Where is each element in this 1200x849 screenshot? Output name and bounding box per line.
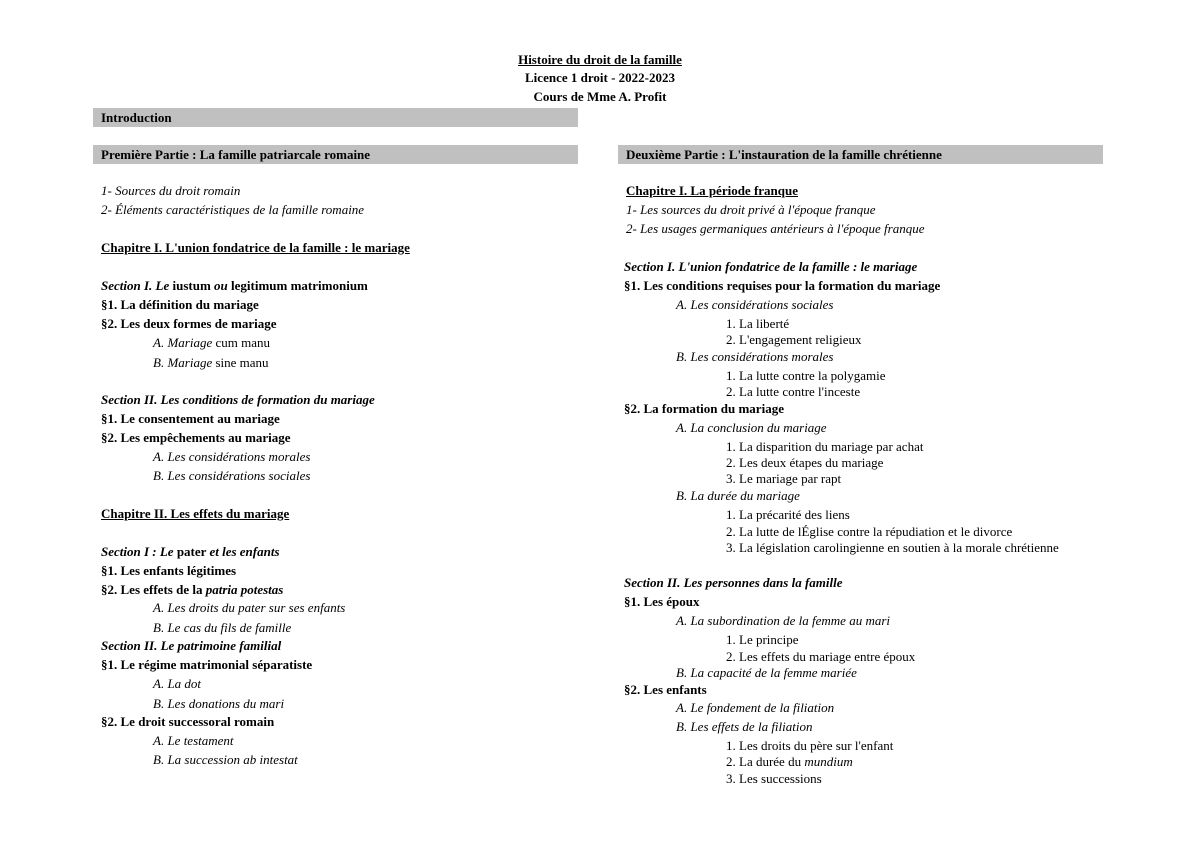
subsection-item: B. La durée du mariage (676, 488, 800, 503)
list-item: 1. La disparition du mariage par achat (726, 439, 924, 454)
section-heading: Section II. Le patrimoine familial (101, 638, 282, 653)
section-heading: Section I. Le iustum ou legitimum matrimonium (101, 278, 368, 293)
paragraph-heading: §1. Le régime matrimonial séparatiste (101, 657, 313, 672)
paragraph-heading: §2. La formation du mariage (624, 401, 784, 416)
subsection-item: B. Les considérations sociales (153, 468, 311, 483)
list-item: 3. Les successions (726, 771, 822, 786)
list-item: 3. La législation carolingienne en soutien à la morale chrétienne (726, 540, 1059, 555)
section-heading: Section II. Les personnes dans la famille (624, 575, 843, 590)
document-title: Histoire du droit de la famille (518, 52, 682, 67)
teacher-line: Cours de Mme A. Profit (533, 89, 667, 104)
paragraph-heading: §2. Les effets de la patria potestas (101, 582, 284, 597)
chapter-heading: Chapitre II. Les effets du mariage (101, 506, 290, 521)
list-item: 2. La durée du mundium (726, 754, 853, 769)
source-item: 2- Les usages germaniques antérieurs à l'époque franque (626, 221, 925, 236)
paragraph-heading: §2. Le droit successoral romain (101, 714, 275, 729)
document-subtitle: Licence 1 droit - 2022-2023 (525, 70, 675, 85)
part-one-bar: Première Partie : La famille patriarcale romaine (93, 145, 578, 164)
paragraph-heading: §2. Les empêchements au mariage (101, 430, 291, 445)
subsection-item: B. Le cas du fils de famille (153, 620, 292, 635)
paragraph-heading: §1. Le consentement au mariage (101, 411, 280, 426)
list-item: 2. La lutte contre l'inceste (726, 384, 861, 399)
paragraph-heading: §2. Les deux formes de mariage (101, 316, 277, 331)
chapter-heading: Chapitre I. L'union fondatrice de la famille : le mariage (101, 240, 410, 255)
list-item: 2. Les effets du mariage entre époux (726, 649, 916, 664)
subsection-item: B. La succession ab intestat (153, 752, 298, 767)
subsection-item: A. Les considérations sociales (676, 297, 834, 312)
source-item: 1- Sources du droit romain (101, 183, 241, 198)
list-item: 1. Les droits du père sur l'enfant (726, 738, 894, 753)
section-heading: Section I. L'union fondatrice de la famille : le mariage (624, 259, 918, 274)
section-heading: Section II. Les conditions de formation du mariage (101, 392, 375, 407)
list-item: 1. La liberté (726, 316, 790, 331)
subsection-item: B. Mariage sine manu (153, 355, 269, 370)
subsection-item: B. Les effets de la filiation (676, 719, 813, 734)
source-item: 1- Les sources du droit privé à l'époque franque (626, 202, 876, 217)
paragraph-heading: §1. Les conditions requises pour la formation du mariage (624, 278, 941, 293)
list-item: 1. Le principe (726, 632, 799, 647)
subsection-item: A. Le fondement de la filiation (676, 700, 835, 715)
paragraph-heading: §1. La définition du mariage (101, 297, 259, 312)
subsection-item: A. La dot (153, 676, 202, 691)
subsection-item: A. Les considérations morales (153, 449, 311, 464)
subsection-item: B. Les considérations morales (676, 349, 834, 364)
list-item: 2. La lutte de lÉglise contre la répudiation et le divorce (726, 524, 1013, 539)
source-item: 2- Éléments caractéristiques de la famille romaine (101, 202, 365, 217)
list-item: 1. La précarité des liens (726, 507, 850, 522)
introduction-bar: Introduction (93, 108, 578, 127)
subsection-item: B. Les donations du mari (153, 696, 285, 711)
subsection-item: A. La subordination de la femme au mari (676, 613, 891, 628)
subsection-item: A. La conclusion du mariage (676, 420, 827, 435)
list-item: 2. L'engagement religieux (726, 332, 862, 347)
list-item: 1. La lutte contre la polygamie (726, 368, 886, 383)
subsection-item: B. La capacité de la femme mariée (676, 665, 857, 680)
chapter-heading: Chapitre I. La période franque (626, 183, 799, 198)
subsection-item: A. Le testament (153, 733, 234, 748)
subsection-item: A. Les droits du pater sur ses enfants (153, 600, 346, 615)
paragraph-heading: §1. Les époux (624, 594, 700, 609)
part-two-bar: Deuxième Partie : L'instauration de la famille chrétienne (618, 145, 1103, 164)
section-heading: Section I : Le pater et les enfants (101, 544, 280, 559)
paragraph-heading: §1. Les enfants légitimes (101, 563, 237, 578)
list-item: 2. Les deux étapes du mariage (726, 455, 884, 470)
paragraph-heading: §2. Les enfants (624, 682, 707, 697)
subsection-item: A. Mariage cum manu (153, 335, 270, 350)
list-item: 3. Le mariage par rapt (726, 471, 842, 486)
